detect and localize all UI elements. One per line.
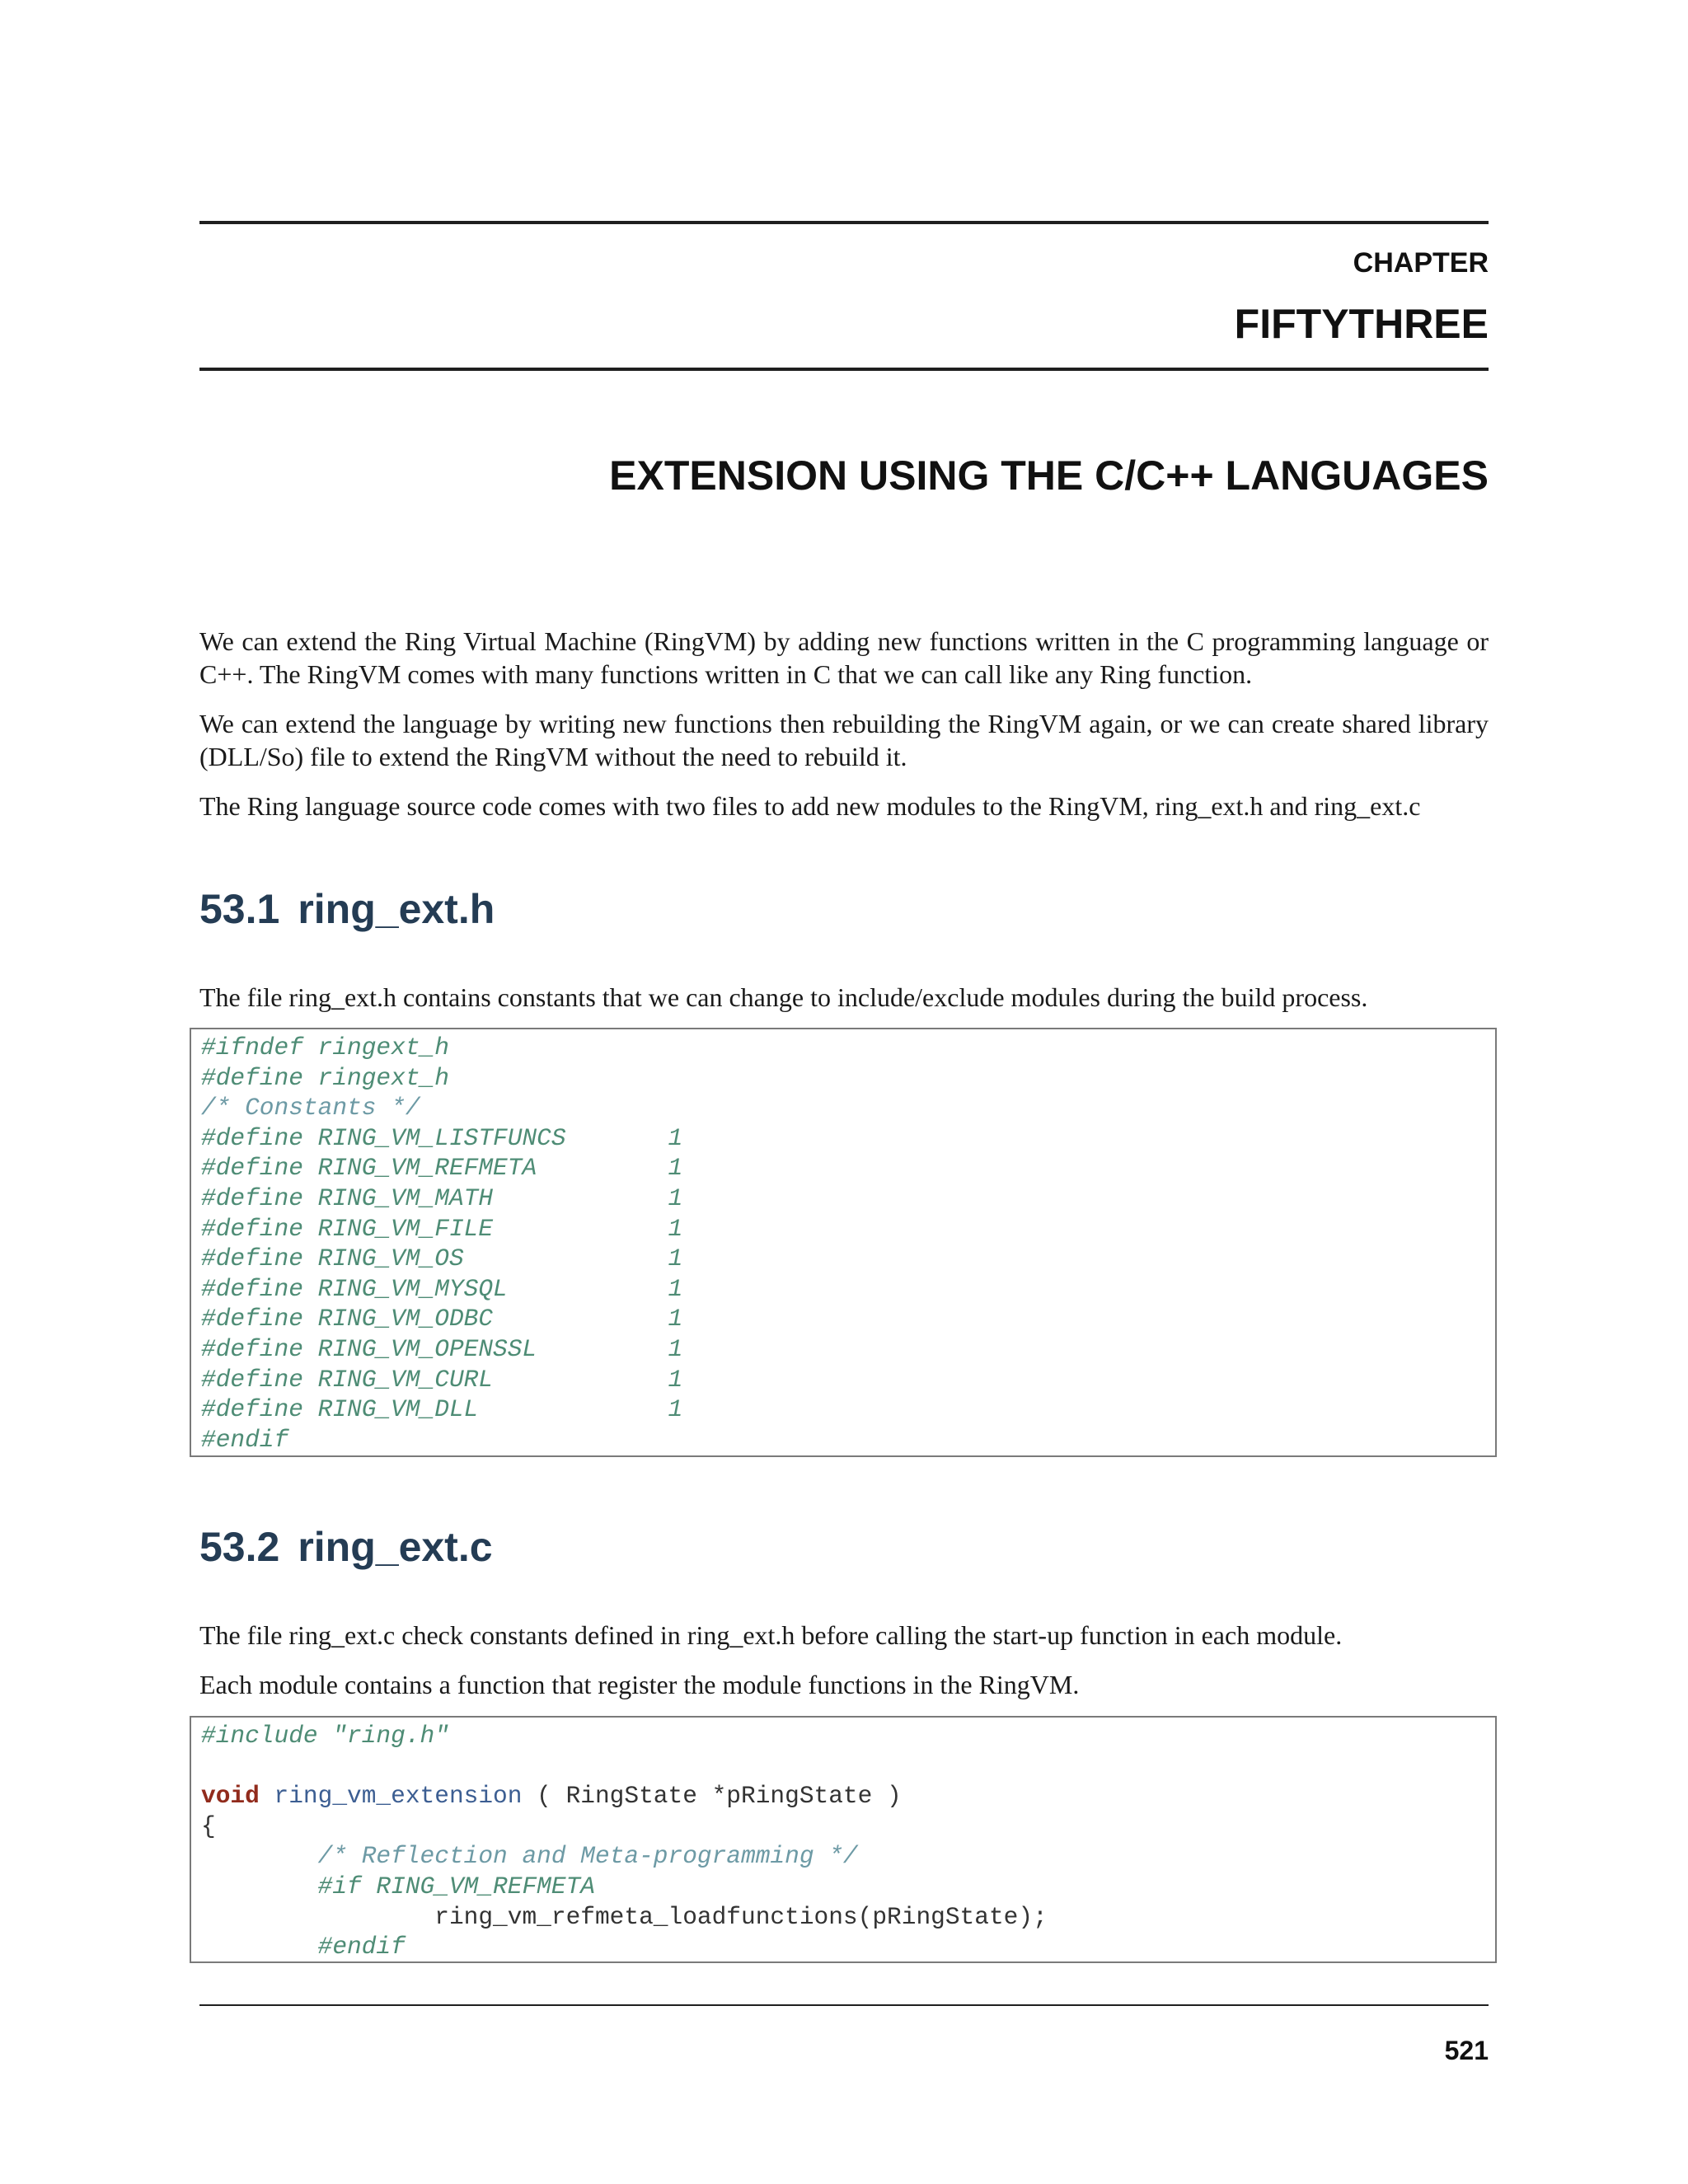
section-number: 53.1	[199, 886, 280, 932]
code-comment: /* Reflection and Meta-programming */	[317, 1842, 858, 1871]
section-title: ring_ext.h	[298, 886, 495, 932]
intro-paragraph-1: We can extend the Ring Virtual Machine (RingVM) by adding new functions written in the C programming language or C++. The RingVM comes with many functions written in C that we can call like any Ring function.	[199, 626, 1489, 689]
code-line: #define RING_VM_OPENSSL 1	[201, 1334, 683, 1363]
code-line	[201, 1781, 1495, 1811]
code-line: #define RING_VM_ODBC 1	[201, 1305, 683, 1333]
code-line: #define RING_VM_MYSQL 1	[201, 1274, 683, 1303]
code-line: #endif	[201, 1425, 289, 1454]
code-line: /* Constants */	[201, 1094, 420, 1122]
footer-rule	[199, 2004, 1489, 2006]
code-directive: #if RING_VM_REFMETA	[317, 1872, 595, 1900]
code-line: #include "ring.h"	[201, 1722, 449, 1750]
code-function-args: ( RingState *pRingState )	[522, 1782, 902, 1811]
code-line	[201, 1902, 1495, 1933]
code-keyword: void	[201, 1782, 260, 1811]
chapter-top-rule	[199, 221, 1489, 224]
section-heading-ring-ext-c	[199, 1523, 493, 1571]
section2-paragraph-2: Each module contains a function that register the module functions in the RingVM.	[199, 1670, 1080, 1699]
section2-paragraph-1: The file ring_ext.c check constants defined in ring_ext.h before calling the start-up function in each module.	[199, 1620, 1343, 1650]
intro-paragraph-2: We can extend the language by writing new functions then rebuilding the RingVM again, or we can create shared library (DLL/So) file to extend the RingVM without the need to rebuild it.	[199, 709, 1489, 771]
chapter-title: EXTENSION USING THE C/C++ LANGUAGES	[609, 452, 1489, 499]
code-line: #define RING_VM_CURL 1	[201, 1365, 683, 1394]
code-line: #define ringext_h	[201, 1063, 449, 1092]
section1-paragraph: The file ring_ext.h contains constants that we can change to include/exclude modules during the build process.	[199, 982, 1368, 1012]
code-line: #define RING_VM_DLL 1	[201, 1395, 683, 1424]
code-line: #define RING_VM_OS 1	[201, 1244, 683, 1273]
code-line	[201, 1932, 1495, 1962]
code-directive: #endif	[317, 1933, 406, 1961]
code-line: #define RING_VM_MATH 1	[201, 1183, 683, 1212]
code-line: #define RING_VM_REFMETA 1	[201, 1154, 683, 1183]
code-line-blank	[201, 1751, 1495, 1782]
section-number: 53.2	[199, 1524, 280, 1570]
code-block-ring-ext-h	[190, 1028, 1497, 1457]
chapter-number: FIFTYTHREE	[1234, 301, 1489, 347]
code-call: ring_vm_refmeta_loadfunctions(pRingState);	[434, 1902, 1048, 1931]
page-number: 521	[1444, 2036, 1489, 2065]
code-indent	[201, 1842, 318, 1870]
code-indent	[201, 1872, 318, 1900]
code-indent	[201, 1933, 318, 1961]
code-line	[201, 1872, 1495, 1902]
code-line	[201, 1841, 1495, 1872]
code-indent	[201, 1903, 434, 1931]
code-line: #define RING_VM_LISTFUNCS 1	[201, 1123, 683, 1152]
section-heading-ring-ext-h	[199, 885, 495, 933]
chapter-label: CHAPTER	[1353, 247, 1489, 279]
code-line: #ifndef ringext_h	[201, 1033, 449, 1062]
code-function-name: ring_vm_extension	[274, 1782, 523, 1811]
chapter-bottom-rule	[199, 368, 1489, 371]
code-line: #define RING_VM_FILE 1	[201, 1214, 683, 1243]
code-line: {	[201, 1811, 216, 1840]
section-title: ring_ext.c	[298, 1524, 493, 1570]
code-block-ring-ext-c	[190, 1716, 1497, 1963]
intro-paragraph-3: The Ring language source code comes with two files to add new modules to the RingVM, ring_ext.h and ring_ext.c	[199, 791, 1421, 821]
